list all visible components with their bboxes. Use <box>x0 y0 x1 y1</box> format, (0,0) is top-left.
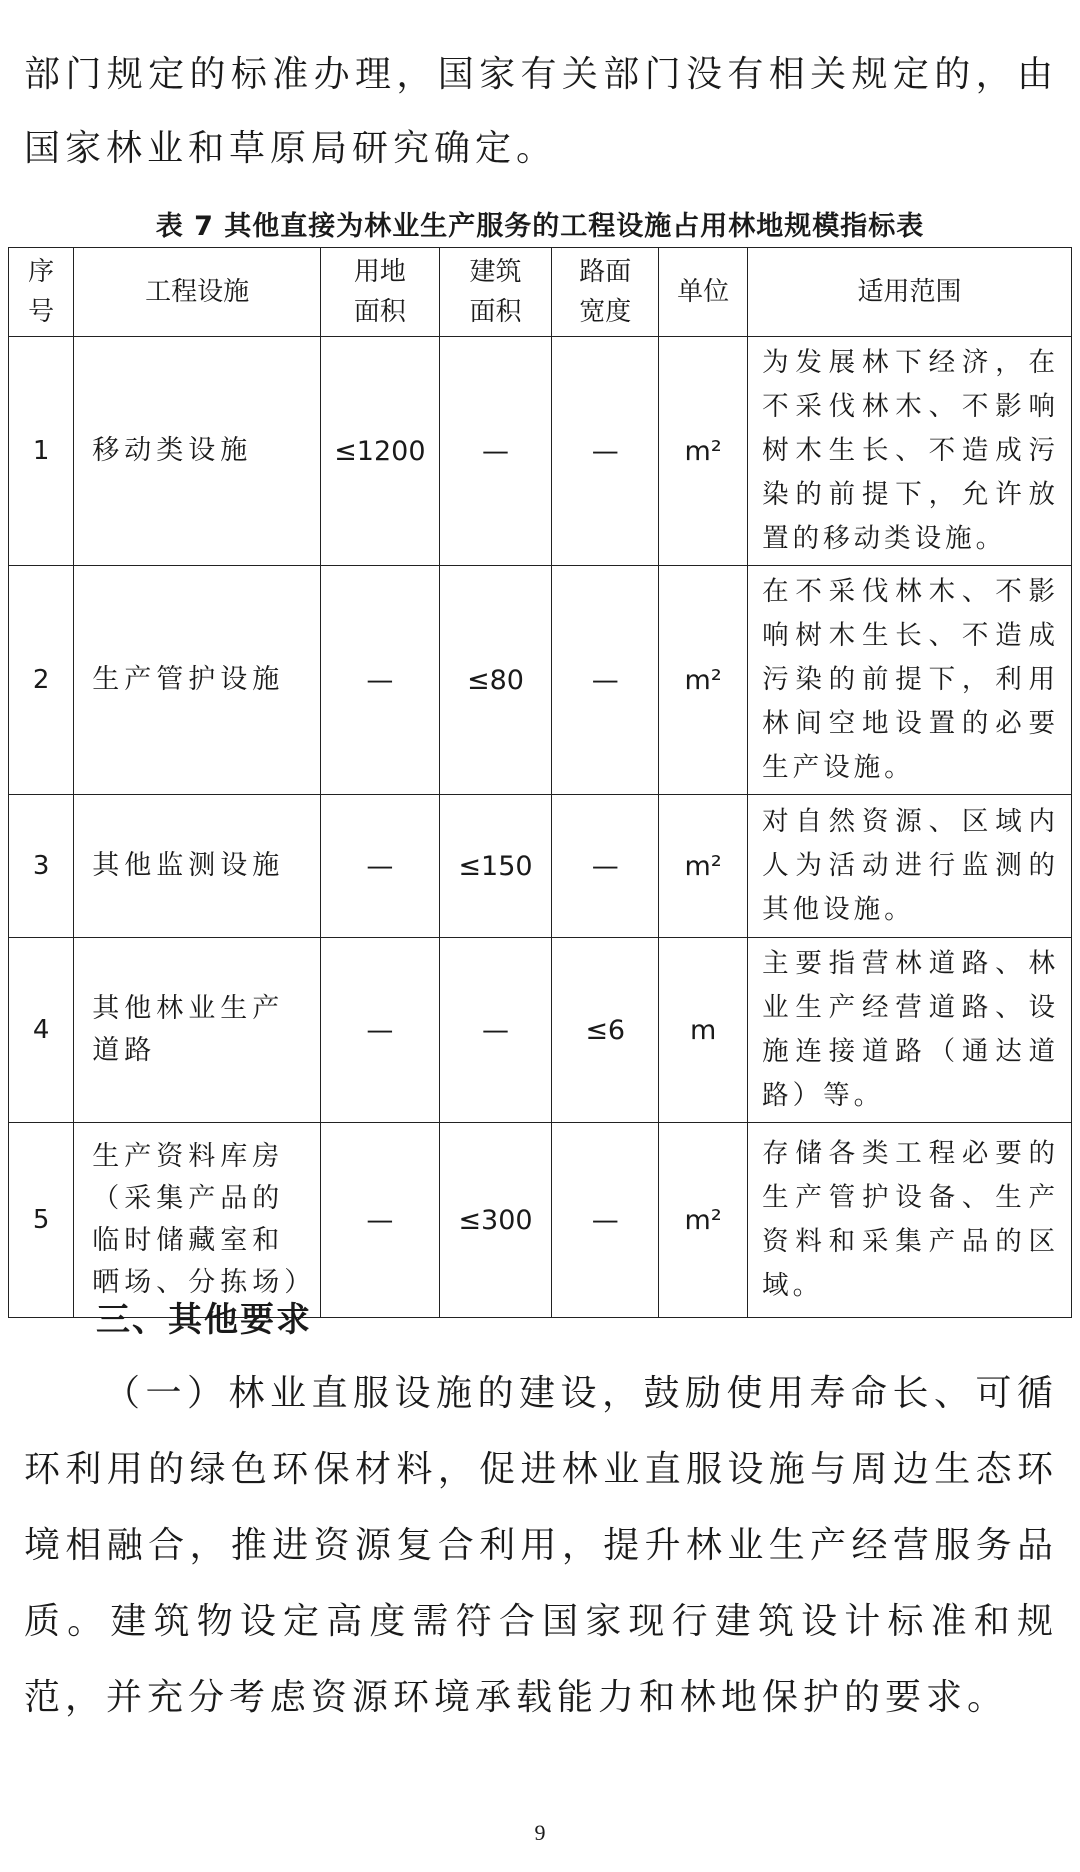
row-number: 4 <box>9 938 74 1123</box>
facility-name: 其他监测设施 <box>74 795 321 938</box>
land-area-value: — <box>321 795 440 938</box>
unit-value: m² <box>659 1123 748 1318</box>
table-header-row <box>9 248 1072 337</box>
table-caption: 表 7 其他直接为林业生产服务的工程设施占用林地规模指标表 <box>155 211 925 242</box>
header-cell-road-width: 路面宽度 <box>552 248 659 337</box>
building-area-value: ≤300 <box>439 1123 552 1318</box>
page-number: 9 <box>534 1820 546 1845</box>
intro-paragraph: 部门规定的标准办理，国家有关部门没有相关规定的，由国家林业和草原局研究确定。 <box>24 54 1058 169</box>
header-cell-land-area: 用地面积 <box>321 248 440 337</box>
land-area-value: — <box>321 938 440 1123</box>
row-number: 5 <box>9 1123 74 1318</box>
facility-name: 移动类设施 <box>74 337 321 566</box>
row-number: 1 <box>9 337 74 566</box>
road-width-value: — <box>552 566 659 795</box>
table-row <box>9 1123 1072 1318</box>
land-area-value: — <box>321 566 440 795</box>
building-area-value: — <box>439 938 552 1123</box>
table-row <box>9 938 1072 1123</box>
body-paragraph: （一）林业直服设施的建设，鼓励使用寿命长、可循环利用的绿色环保材料，促进林业直服设施与周边生态环境相融合，推进资源复合利用，提升林业生产经营服务品质。建筑物设定高度需符合国家现行建筑设计标准和规范，并充分考虑资源环境承载能力和林地保护的要求。 <box>24 1373 1058 1718</box>
scope-text: 主要指营林道路、林业生产经营道路、设施连接道路（通达道路）等。 <box>748 938 1072 1123</box>
header-cell-building-area: 建筑面积 <box>439 248 552 337</box>
scope-text: 存储各类工程必要的生产管护设备、生产资料和采集产品的区域。 <box>748 1123 1072 1318</box>
row-number: 3 <box>9 795 74 938</box>
land-use-indicator-table <box>8 247 1072 1318</box>
road-width-value: — <box>552 337 659 566</box>
facility-name: 其他林业生产道路 <box>74 938 321 1123</box>
road-width-value: ≤6 <box>552 938 659 1123</box>
scope-text: 对自然资源、区域内人为活动进行监测的其他设施。 <box>748 795 1072 938</box>
header-cell-no: 序号 <box>9 248 74 337</box>
building-area-value: ≤150 <box>439 795 552 938</box>
section-heading: 三、其他要求 <box>96 1300 312 1340</box>
unit-value: m² <box>659 566 748 795</box>
unit-value: m <box>659 938 748 1123</box>
header-cell-scope: 适用范围 <box>748 248 1072 337</box>
unit-value: m² <box>659 795 748 938</box>
unit-value: m² <box>659 337 748 566</box>
scope-text: 为发展林下经济，在不采伐林木、不影响树木生长、不造成污染的前提下，允许放置的移动类设施。 <box>748 337 1072 566</box>
facility-name: 生产管护设施 <box>74 566 321 795</box>
row-number: 2 <box>9 566 74 795</box>
road-width-value: — <box>552 1123 659 1318</box>
building-area-value: ≤80 <box>439 566 552 795</box>
land-area-value: — <box>321 1123 440 1318</box>
header-cell-unit: 单位 <box>659 248 748 337</box>
table-row <box>9 795 1072 938</box>
building-area-value: — <box>439 337 552 566</box>
scope-text: 在不采伐林木、不影响树木生长、不造成污染的前提下，利用林间空地设置的必要生产设施。 <box>748 566 1072 795</box>
table-row <box>9 566 1072 795</box>
table-row <box>9 337 1072 566</box>
header-cell-facility: 工程设施 <box>74 248 321 337</box>
facility-name: 生产资料库房（采集产品的临时储藏室和晒场、分拣场） <box>74 1123 321 1318</box>
land-area-value: ≤1200 <box>321 337 440 566</box>
road-width-value: — <box>552 795 659 938</box>
